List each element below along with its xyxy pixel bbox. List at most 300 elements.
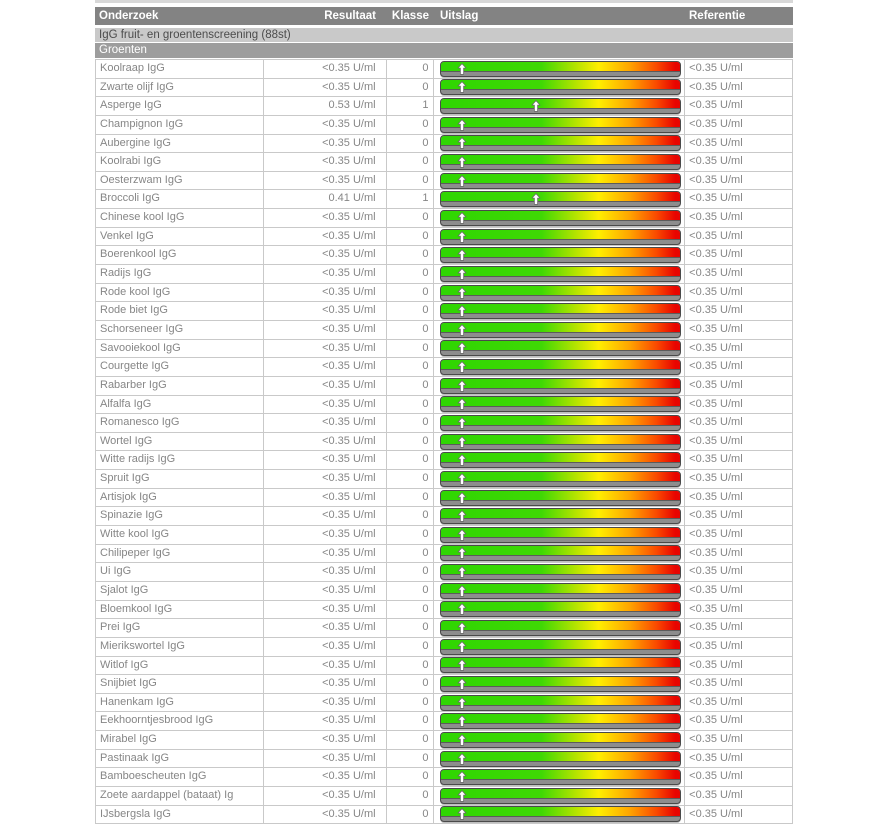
group-header: Groenten xyxy=(95,43,793,58)
result-bar-cell xyxy=(434,451,686,469)
gradient-fill xyxy=(441,397,681,406)
gradient-bar xyxy=(440,676,682,692)
marker-arrow-icon xyxy=(532,100,541,112)
marker-arrow-icon xyxy=(458,398,467,410)
test-name: Asperge IgG xyxy=(96,97,264,115)
reference-value: <0.35 U/ml xyxy=(685,489,793,507)
class-value: 0 xyxy=(387,694,434,712)
marker-arrow-icon xyxy=(458,249,467,261)
reference-value: <0.35 U/ml xyxy=(685,750,793,768)
result-bar-cell xyxy=(434,657,686,675)
gradient-bar xyxy=(440,806,682,822)
class-value: 0 xyxy=(387,601,434,619)
marker-arrow-icon xyxy=(458,119,467,131)
gradient-bar xyxy=(440,173,682,189)
marker-arrow-icon xyxy=(458,156,467,168)
class-value: 0 xyxy=(387,545,434,563)
class-value: 0 xyxy=(387,246,434,264)
table-row xyxy=(95,694,793,713)
reference-value: <0.35 U/ml xyxy=(685,228,793,246)
gradient-bar xyxy=(440,471,682,487)
gradient-bar xyxy=(440,769,682,785)
table-row xyxy=(95,321,793,340)
reference-value: <0.35 U/ml xyxy=(685,619,793,637)
class-value: 0 xyxy=(387,507,434,525)
marker-arrow-icon xyxy=(458,697,467,709)
marker-arrow-icon xyxy=(458,63,467,75)
class-value: 0 xyxy=(387,79,434,97)
test-name: Courgette IgG xyxy=(96,358,264,376)
result-value: <0.35 U/ml xyxy=(264,694,387,712)
class-value: 0 xyxy=(387,340,434,358)
test-name: Broccoli IgG xyxy=(96,190,264,208)
result-value: <0.35 U/ml xyxy=(264,116,387,134)
reference-value: <0.35 U/ml xyxy=(685,265,793,283)
gradient-bar xyxy=(440,732,682,748)
result-bar-cell xyxy=(434,582,686,600)
table-row xyxy=(95,228,793,247)
gradient-bar xyxy=(440,117,682,133)
reference-value: <0.35 U/ml xyxy=(685,302,793,320)
result-bar-cell xyxy=(434,787,686,805)
result-value: <0.35 U/ml xyxy=(264,750,387,768)
reference-value: <0.35 U/ml xyxy=(685,657,793,675)
gradient-bar xyxy=(440,285,682,301)
gradient-fill xyxy=(441,789,681,798)
reference-value: <0.35 U/ml xyxy=(685,563,793,581)
gradient-fill xyxy=(441,733,681,742)
table-row xyxy=(95,60,793,79)
panel-title: IgG fruit- en groentenscreening (88st) xyxy=(95,28,793,42)
gradient-fill xyxy=(441,230,681,239)
gradient-fill xyxy=(441,472,681,481)
table-row xyxy=(95,563,793,582)
gradient-fill xyxy=(441,677,681,686)
result-value: <0.35 U/ml xyxy=(264,265,387,283)
test-name: Schorseneer IgG xyxy=(96,321,264,339)
result-bar-cell xyxy=(434,377,686,395)
result-bar-cell xyxy=(434,694,686,712)
test-name: Bamboescheuten IgG xyxy=(96,768,264,786)
reference-value: <0.35 U/ml xyxy=(685,153,793,171)
gradient-bar xyxy=(440,191,682,207)
test-name: Zwarte olijf IgG xyxy=(96,79,264,97)
test-name: Alfalfa IgG xyxy=(96,396,264,414)
table-row xyxy=(95,433,793,452)
table-row xyxy=(95,377,793,396)
result-bar-cell xyxy=(434,265,686,283)
marker-arrow-icon xyxy=(458,808,467,820)
result-value: <0.35 U/ml xyxy=(264,284,387,302)
table-row xyxy=(95,657,793,676)
test-name: IJsbergsla IgG xyxy=(96,806,264,824)
gradient-bar xyxy=(440,639,682,655)
table-row xyxy=(95,768,793,787)
column-header-referentie: Referentie xyxy=(689,10,746,22)
table-row xyxy=(95,97,793,116)
result-value: <0.35 U/ml xyxy=(264,806,387,824)
marker-arrow-icon xyxy=(458,585,467,597)
result-value: <0.35 U/ml xyxy=(264,657,387,675)
marker-arrow-icon xyxy=(458,641,467,653)
table-row xyxy=(95,638,793,657)
reference-value: <0.35 U/ml xyxy=(685,97,793,115)
result-bar-cell xyxy=(434,228,686,246)
gradient-fill xyxy=(441,509,681,518)
marker-arrow-icon xyxy=(458,547,467,559)
gradient-bar xyxy=(440,378,682,394)
result-value: <0.35 U/ml xyxy=(264,321,387,339)
gradient-fill xyxy=(441,286,681,295)
result-bar-cell xyxy=(434,340,686,358)
class-value: 0 xyxy=(387,396,434,414)
result-value: <0.35 U/ml xyxy=(264,563,387,581)
result-value: <0.35 U/ml xyxy=(264,172,387,190)
class-value: 0 xyxy=(387,750,434,768)
result-bar-cell xyxy=(434,601,686,619)
marker-arrow-icon xyxy=(458,380,467,392)
table-row xyxy=(95,806,793,824)
result-bar-cell xyxy=(434,190,686,208)
result-value: <0.35 U/ml xyxy=(264,526,387,544)
marker-arrow-icon xyxy=(458,771,467,783)
gradient-fill xyxy=(441,174,681,183)
gradient-bar xyxy=(440,266,682,282)
result-value: <0.35 U/ml xyxy=(264,433,387,451)
reference-value: <0.35 U/ml xyxy=(685,209,793,227)
result-bar-cell xyxy=(434,302,686,320)
test-name: Spruit IgG xyxy=(96,470,264,488)
table-row xyxy=(95,396,793,415)
gradient-bar xyxy=(440,788,682,804)
class-value: 0 xyxy=(387,172,434,190)
marker-arrow-icon xyxy=(458,454,467,466)
table-row xyxy=(95,507,793,526)
gradient-bar xyxy=(440,415,682,431)
test-name: Chinese kool IgG xyxy=(96,209,264,227)
class-value: 0 xyxy=(387,265,434,283)
class-value: 0 xyxy=(387,321,434,339)
table-row xyxy=(95,116,793,135)
gradient-fill xyxy=(441,528,681,537)
test-name: Aubergine IgG xyxy=(96,135,264,153)
result-bar-cell xyxy=(434,675,686,693)
gradient-bar xyxy=(440,135,682,151)
class-value: 0 xyxy=(387,451,434,469)
result-bar-cell xyxy=(434,507,686,525)
marker-arrow-icon xyxy=(532,193,541,205)
gradient-bar xyxy=(440,247,682,263)
result-value: <0.35 U/ml xyxy=(264,507,387,525)
class-value: 0 xyxy=(387,675,434,693)
test-name: Bloemkool IgG xyxy=(96,601,264,619)
marker-arrow-icon xyxy=(458,753,467,765)
marker-arrow-icon xyxy=(458,268,467,280)
table-row xyxy=(95,414,793,433)
result-value: <0.35 U/ml xyxy=(264,135,387,153)
table-row xyxy=(95,265,793,284)
column-header-uitslag: Uitslag xyxy=(440,10,479,22)
reference-value: <0.35 U/ml xyxy=(685,507,793,525)
test-name: Ui IgG xyxy=(96,563,264,581)
reference-value: <0.35 U/ml xyxy=(685,675,793,693)
class-value: 0 xyxy=(387,358,434,376)
test-name: Spinazie IgG xyxy=(96,507,264,525)
result-bar-cell xyxy=(434,731,686,749)
test-name: Pastinaak IgG xyxy=(96,750,264,768)
result-bar-cell xyxy=(434,60,686,78)
class-value: 0 xyxy=(387,116,434,134)
gradient-fill xyxy=(441,304,681,313)
class-value: 0 xyxy=(387,135,434,153)
gradient-fill xyxy=(441,379,681,388)
result-bar-cell xyxy=(434,414,686,432)
marker-arrow-icon xyxy=(458,436,467,448)
result-bar-cell xyxy=(434,246,686,264)
reference-value: <0.35 U/ml xyxy=(685,806,793,824)
test-name: Radijs IgG xyxy=(96,265,264,283)
test-name: Rode biet IgG xyxy=(96,302,264,320)
reference-value: <0.35 U/ml xyxy=(685,787,793,805)
gradient-fill xyxy=(441,770,681,779)
gradient-fill xyxy=(441,584,681,593)
reference-value: <0.35 U/ml xyxy=(685,340,793,358)
reference-value: <0.35 U/ml xyxy=(685,451,793,469)
table-row xyxy=(95,582,793,601)
test-name: Sjalot IgG xyxy=(96,582,264,600)
reference-value: <0.35 U/ml xyxy=(685,582,793,600)
class-value: 0 xyxy=(387,470,434,488)
result-value: <0.35 U/ml xyxy=(264,545,387,563)
gradient-bar xyxy=(440,396,682,412)
marker-arrow-icon xyxy=(458,305,467,317)
result-bar-cell xyxy=(434,321,686,339)
table-header-row xyxy=(95,7,793,25)
marker-arrow-icon xyxy=(458,81,467,93)
gradient-bar xyxy=(440,713,682,729)
gradient-bar xyxy=(440,527,682,543)
table-row xyxy=(95,601,793,620)
test-name: Boerenkool IgG xyxy=(96,246,264,264)
reference-value: <0.35 U/ml xyxy=(685,470,793,488)
result-bar-cell xyxy=(434,768,686,786)
reference-value: <0.35 U/ml xyxy=(685,284,793,302)
result-bar-cell xyxy=(434,284,686,302)
result-value: <0.35 U/ml xyxy=(264,209,387,227)
gradient-bar xyxy=(440,695,682,711)
marker-arrow-icon xyxy=(458,473,467,485)
gradient-fill xyxy=(441,80,681,89)
class-value: 0 xyxy=(387,768,434,786)
result-bar-cell xyxy=(434,358,686,376)
result-value: <0.35 U/ml xyxy=(264,60,387,78)
gradient-fill xyxy=(441,807,681,816)
result-bar-cell xyxy=(434,116,686,134)
result-bar-cell xyxy=(434,489,686,507)
result-value: <0.35 U/ml xyxy=(264,153,387,171)
result-bar-cell xyxy=(434,712,686,730)
marker-arrow-icon xyxy=(458,231,467,243)
gradient-bar xyxy=(440,583,682,599)
test-name: Champignon IgG xyxy=(96,116,264,134)
marker-arrow-icon xyxy=(458,510,467,522)
table-row xyxy=(95,470,793,489)
test-name: Artisjok IgG xyxy=(96,489,264,507)
table-row xyxy=(95,153,793,172)
marker-arrow-icon xyxy=(458,324,467,336)
reference-value: <0.35 U/ml xyxy=(685,712,793,730)
table-row xyxy=(95,135,793,154)
table-row xyxy=(95,246,793,265)
gradient-bar xyxy=(440,154,682,170)
gradient-fill xyxy=(441,62,681,71)
gradient-bar xyxy=(440,322,682,338)
gradient-fill xyxy=(441,453,681,462)
result-value: <0.35 U/ml xyxy=(264,470,387,488)
reference-value: <0.35 U/ml xyxy=(685,414,793,432)
test-name: Zoete aardappel (bataat) Ig xyxy=(96,787,264,805)
reference-value: <0.35 U/ml xyxy=(685,172,793,190)
class-value: 0 xyxy=(387,582,434,600)
class-value: 0 xyxy=(387,731,434,749)
result-bar-cell xyxy=(434,470,686,488)
test-name: Romanesco IgG xyxy=(96,414,264,432)
result-value: <0.35 U/ml xyxy=(264,228,387,246)
gradient-bar xyxy=(440,564,682,580)
class-value: 0 xyxy=(387,302,434,320)
result-value: <0.35 U/ml xyxy=(264,302,387,320)
test-name: Rode kool IgG xyxy=(96,284,264,302)
result-value: <0.35 U/ml xyxy=(264,638,387,656)
test-name: Mierikswortel IgG xyxy=(96,638,264,656)
gradient-fill xyxy=(441,602,681,611)
table-row xyxy=(95,545,793,564)
result-value: <0.35 U/ml xyxy=(264,601,387,619)
gradient-bar xyxy=(440,98,682,114)
reference-value: <0.35 U/ml xyxy=(685,601,793,619)
class-value: 0 xyxy=(387,284,434,302)
result-bar-cell xyxy=(434,563,686,581)
result-bar-cell xyxy=(434,638,686,656)
column-header-onderzoek: Onderzoek xyxy=(99,10,159,22)
reference-value: <0.35 U/ml xyxy=(685,638,793,656)
class-value: 0 xyxy=(387,377,434,395)
column-header-klasse: Klasse xyxy=(391,10,429,22)
result-bar-cell xyxy=(434,433,686,451)
result-value: <0.35 U/ml xyxy=(264,396,387,414)
class-value: 0 xyxy=(387,60,434,78)
table-row xyxy=(95,489,793,508)
table-row xyxy=(95,284,793,303)
result-value: <0.35 U/ml xyxy=(264,582,387,600)
result-bar-cell xyxy=(434,97,686,115)
gradient-bar xyxy=(440,545,682,561)
gradient-bar xyxy=(440,452,682,468)
test-name: Savooiekool IgG xyxy=(96,340,264,358)
class-value: 0 xyxy=(387,414,434,432)
gradient-fill xyxy=(441,323,681,332)
result-value: <0.35 U/ml xyxy=(264,787,387,805)
reference-value: <0.35 U/ml xyxy=(685,545,793,563)
top-divider xyxy=(95,0,793,3)
marker-arrow-icon xyxy=(458,603,467,615)
test-name: Koolrabi IgG xyxy=(96,153,264,171)
gradient-fill xyxy=(441,752,681,761)
gradient-bar xyxy=(440,210,682,226)
marker-arrow-icon xyxy=(458,212,467,224)
reference-value: <0.35 U/ml xyxy=(685,377,793,395)
test-name: Mirabel IgG xyxy=(96,731,264,749)
class-value: 0 xyxy=(387,787,434,805)
result-bar-cell xyxy=(434,619,686,637)
table-row xyxy=(95,731,793,750)
test-name: Rabarber IgG xyxy=(96,377,264,395)
table-row xyxy=(95,358,793,377)
test-name: Hanenkam IgG xyxy=(96,694,264,712)
table-row xyxy=(95,302,793,321)
marker-arrow-icon xyxy=(458,492,467,504)
test-name: Koolraap IgG xyxy=(96,60,264,78)
test-name: Prei IgG xyxy=(96,619,264,637)
gradient-fill xyxy=(441,546,681,555)
class-value: 0 xyxy=(387,228,434,246)
result-value: <0.35 U/ml xyxy=(264,246,387,264)
gradient-fill xyxy=(441,99,681,108)
result-bar-cell xyxy=(434,806,686,824)
marker-arrow-icon xyxy=(458,287,467,299)
test-name: Snijbiet IgG xyxy=(96,675,264,693)
marker-arrow-icon xyxy=(458,342,467,354)
gradient-fill xyxy=(441,565,681,574)
result-value: <0.35 U/ml xyxy=(264,768,387,786)
gradient-fill xyxy=(441,435,681,444)
table-row xyxy=(95,712,793,731)
gradient-bar xyxy=(440,61,682,77)
column-header-resultaat: Resultaat xyxy=(324,10,376,22)
result-value: <0.35 U/ml xyxy=(264,377,387,395)
class-value: 0 xyxy=(387,657,434,675)
result-value: <0.35 U/ml xyxy=(264,414,387,432)
gradient-fill xyxy=(441,696,681,705)
class-value: 0 xyxy=(387,563,434,581)
marker-arrow-icon xyxy=(458,529,467,541)
gradient-fill xyxy=(441,118,681,127)
gradient-fill xyxy=(441,621,681,630)
table-row xyxy=(95,172,793,191)
gradient-bar xyxy=(440,359,682,375)
gradient-fill xyxy=(441,360,681,369)
table-row xyxy=(95,79,793,98)
reference-value: <0.35 U/ml xyxy=(685,246,793,264)
result-value: <0.35 U/ml xyxy=(264,731,387,749)
marker-arrow-icon xyxy=(458,417,467,429)
test-name: Witte radijs IgG xyxy=(96,451,264,469)
result-bar-cell xyxy=(434,396,686,414)
gradient-bar xyxy=(440,620,682,636)
result-bar-cell xyxy=(434,545,686,563)
gradient-bar xyxy=(440,340,682,356)
class-value: 0 xyxy=(387,619,434,637)
table-row xyxy=(95,451,793,470)
reference-value: <0.35 U/ml xyxy=(685,433,793,451)
result-bar-cell xyxy=(434,79,686,97)
gradient-bar xyxy=(440,490,682,506)
reference-value: <0.35 U/ml xyxy=(685,116,793,134)
lab-report xyxy=(95,0,793,824)
results-table-body xyxy=(95,59,793,824)
reference-value: <0.35 U/ml xyxy=(685,60,793,78)
gradient-bar xyxy=(440,657,682,673)
